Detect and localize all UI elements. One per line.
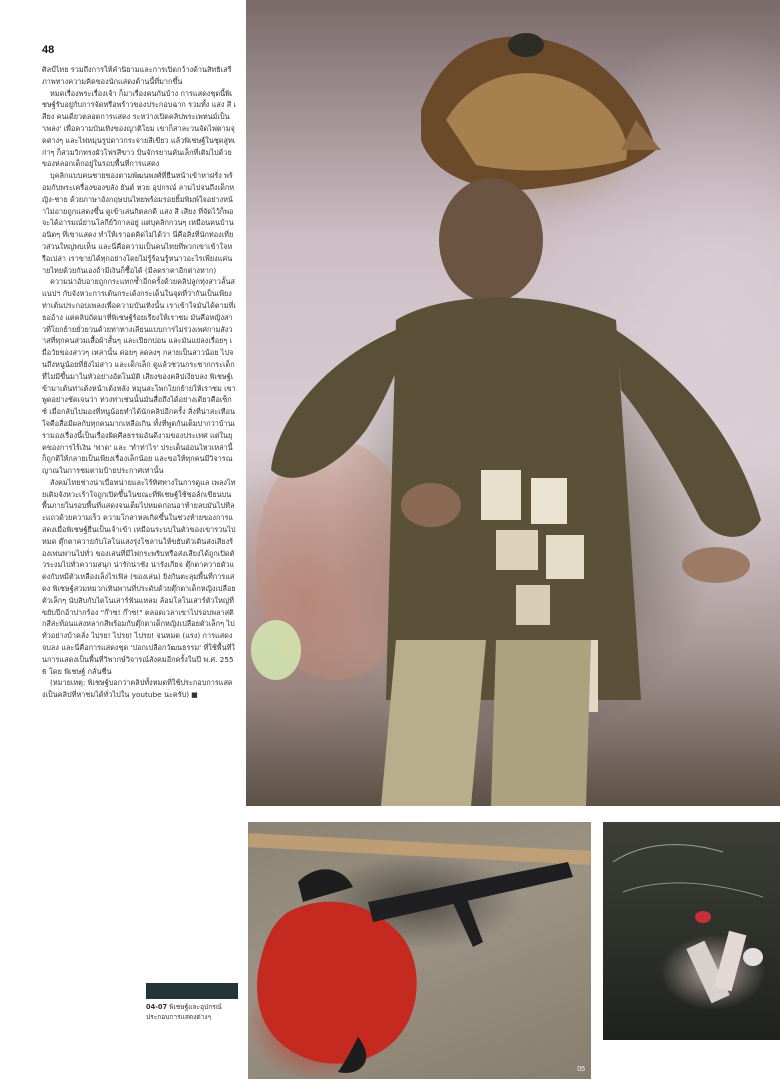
article-paragraph-2: หมดเรื่องพระเรื่องเจ้า ก็มาเรื่องคนกันบ้าง การแสดงชุดนี้พิเชษฐ์รับอยู่กับการจัดหรือพร้าวของประกอบฉาก รวมทั้ง แสง สี เสียง คนเดียวตลอดการแสดง ระหว่างเปิดคลิปพระเพทนม์เป็น 'เพลง' เพื่อความบันเทิงของญาติโยม เขาก็สาละวนจัดไฟตามจุดต่างๆ และไฟหมุนรูปดาวกระจายสีเขียว แล้วพิเชษฐ์ในชุดสูทเก่าๆ ก็สวมวิกทรงผัวโฟรสีขาว ปั่นจักรยานคันเล็กที่เติมไปด้วยของหลอกเด็กอยู่ในรอบพื้นที่การแสดง xyxy=(42,88,236,169)
photo-caption xyxy=(146,1002,242,1022)
end-mark-icon: ■ xyxy=(191,691,198,700)
caption-bar xyxy=(146,983,238,999)
photo-05-number: 05 xyxy=(577,1066,585,1073)
caption-line-2: ประกอบการแสดงต่างๆ xyxy=(146,1013,212,1021)
article-note-text: (หมายเหตุ: พิเชษฐ์บอกว่าคลิปทั้งหมดที่ใช้ประกอบการแสดงเป็นคลิปที่หาชมได้ทั่วไปใน youtube นะครับ) xyxy=(42,678,233,700)
photo-06-illustration xyxy=(603,822,780,1040)
article-text-column xyxy=(42,64,236,702)
page-number: 48 xyxy=(42,44,55,56)
photo-06 xyxy=(603,822,780,1040)
article-paragraph-4: ความน่าอับอายถูกกระแทกซ้ำอีกครั้งด้วยคลิปลูกทุ่งสาวลั้นสแนปฯ กับจังหวะการเต้นกระเด้งกระเด็นในจุดที่ว่ากันเป็นเพียงท่าเต้นประกอบเพลงเพื่อความบันเทิงนั้น เราเข้าใจมันได้ตามที่เธออ้าง แต่คลิปถัดมาที่พิเชษฐ์ร้อยเรียงให้เราชม มันคือหญิงสาวที่โยกย้ายยั่วยวนด้วยท่าทางเลียนแบบการไม่ร่วงเพศกามสังวาสที่ทุกคนสวมเสื้อผ้าสั้นๆ และเปียกปอน และมันแย่ลงเรื่อยๆ เมื่อวัยของสาวๆ เหล่านั้น ค่อยๆ ลดลงๆ กลายเป็นสาวน้อย ไปจนถึงหนูน้อยที่ยังไม่สาว และเด็กเล็ก ดูแล้วชวนกระชากกระเด็กที่ไม่มีขึ้นมาในหัวอย่างอัตโนมัติ เสียงของคลิปเงียบลง พิเชษฐ์เข้ามาเต้นท่าเต้งหน้าเต้งหลัง หมุนสะโพกโยกย้ายให้เราชม เขาพูดอย่างชัดเจนว่า ท่วงท่าเช่นนั้นมันสื่อถึงได้อย่างเดียวคือเซ็กซ์ เมื่อกลับไปมองที่หนูน้อยทำได้นักคลิปอีกครั้ง สิ่งที่น่าสะเทือนใจคือสื่อมีผลกับทุกคนมากเหลือเกิน ทั้งที่พูดกันเต็มปากว่าบ้านเรามองเรื่องนี้เป็นเรื่องผิดศีลธรรมอันดีงามของประเทศ แต่ในยุคของการไร้เงิน 'ฟาด' และ 'ทำท่าไร' ประเด็นอ่อนไหวเหล่านี้ก็ถูกตีให้กลายเป็นเพียงเรื่องเล็กน้อย และขอให้ทุกคนมีวิจารณญาณในการชมตามป้ายประกาศเท่านั้น xyxy=(42,277,236,476)
photo-05-illustration xyxy=(248,822,591,1079)
article-paragraph-6 xyxy=(42,677,236,702)
article-paragraph-3: บุคลิกแบบคนชายของตามพัฒนพงศ์ที่ยืนหน้าเข้าหาฝรั่ง พร้อมกับพระเครื่องของขลัง ยันต์ หวย อุปกรณ์ ลามไปจนถึงเด็กหญิง-ชาย ด้วยภาษาอังกฤษปนไทยพร้อมรอยยิ้มพิมพ์ใจอย่างหน้าไม่อายถูกแสดงขึ้น ดูเข้าเล่นกิตลกดี แสง สี เสียง ที่จัดไว้ก็พอจะได้อารมณ์ย่านโลกีย์วิกาลอยู่ แต่บุคลิกกวนๆ เหมือนคนบ้านอนิตๆ ที่เขาแสดง ทำให้เราอดคิดไม่ได้ว่า นี่คือสิ่งที่นักท่องเที่ยวส่วนใหญ่พบเห็น และนี่คือความเป็นคนไทยที่พวกเขาเข้าใจหรือเปล่า เราขายได้ทุกอย่างโดยไม่รู้ร้อนรู้หนาวอะไรเพียงแค่นายไทยด้วยกันเองถ้ามีเงินก็ซื้อได้ (มีลดราคาอีกต่างหาก) xyxy=(42,171,235,275)
main-photo-illustration xyxy=(246,0,780,806)
article-paragraph-1: ศิลป์ไทย รวมถึงการให้คำนิยามและการเปิดกว้างด้านสิทธิเสรีภาพทางความคิดของนักแสดงด้านนี้ที่มากขึ้น xyxy=(42,65,232,86)
photo-05 xyxy=(248,822,591,1079)
article-paragraph-5: สังคมไทยช่างน่าเบื่อหน่ายและไร้ทิศทางในการดูแล เพลงไทยเดิมจังหวะเร้าใจถูกเปิดขึ้นในขณะที่พิเชษฐ์ใช้ชอล์กเขียนบนพื้นภายในรอบพื้นที่แสดงจนเต็มไปหมดก่อนอาท้ายลบมันไปทีละแถวด้วยความเร็ว ความโกลาหลเกิดขึ้นในช่วงท้ายของการแสดงเมื่อพิเชษฐ์ยืนเป็นเจ้าเข้า เหมือนระบบในตัวของเขารวนไปหมด ตุ๊กตาควายกับโลโนแสงรุ่งโชลานให้ขยับตัวเดินส่งเสียงร้องเพ่นพ่านไปทั่ว ของเล่นที่มีไฟกระพริบหรือส่งเสียงได้ถูกเปิดตัวระงมไปทั่วความสนุก น่ารักน่าชัง น่ารังเกียจ ตุ๊กตาควายตัวแดงกับหมีตัวเหลืองเล็งไรเฟิล (ของเล่น) ยิงกันตะลุมพื้นที่การแสดง พิเชษฐ์สวมหมวกเทินพานที่ประดับด้วยตุ๊กตาเด็กหญิงเปลือยตัวเล็กๆ นับสิบกับไดโนเสาร์ฟันแหลม ล้อมโลโนเสาร์ตัวใหญ่ที่ขยับปีกอ้าปากร้อง "ก๊าซ! ก๊าซ!" ตลอดเวลาเขาไปรอบพลาสติกสีสะท้อนแสงหลากสีพร้อมกับตุ๊กตาเด็กหญิงเปลือยตัวเล็กๆ ไปทั่วอย่างบ้าคลั่ง ไปรย! ไปรย! ไปรย! จนหมด (แรง) การแสดงจบลง และนี่คือการแสดงชุด 'ปอกเปลือกวัฒนธรรม' ที่ใช้พื้นที่ในการแสดงเป็นพื้นที่วิพากษ์วิจารณ์สังคมอีกครั้งในปี พ.ศ. 2556 โดย พิเชษฐ์ กลั่นชื่น xyxy=(42,477,236,676)
caption-number: 04-07 xyxy=(146,1003,168,1011)
caption-line-1: พิเชษฐ์และอุปกรณ์ xyxy=(169,1003,222,1011)
main-performer-photo xyxy=(246,0,780,806)
